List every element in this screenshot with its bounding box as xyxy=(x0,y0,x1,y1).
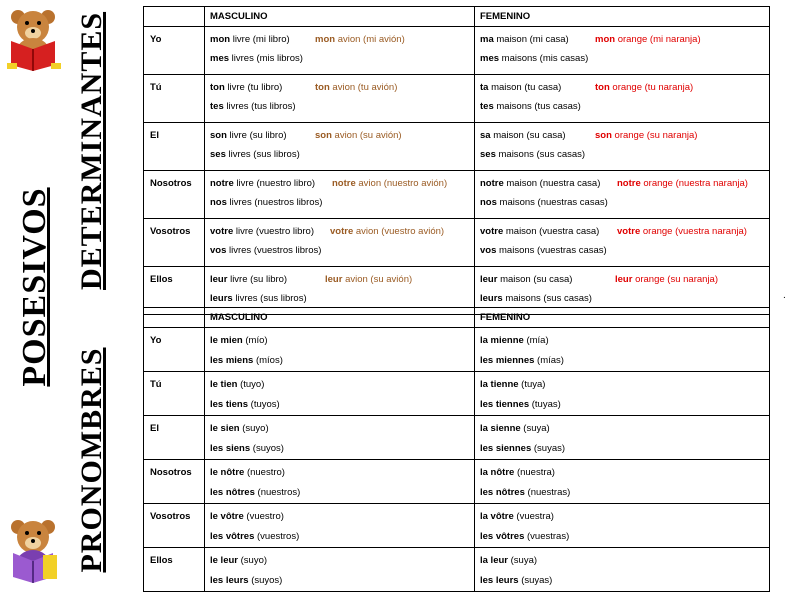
text-fragment: (nuestra) xyxy=(514,467,555,478)
text-fragment: leur xyxy=(210,274,228,285)
femenino-cell xyxy=(475,328,770,372)
text-fragment: le sien xyxy=(210,423,240,434)
text-fragment: (nuestro) xyxy=(244,467,285,478)
text-fragment: ton xyxy=(595,82,610,93)
singular-line xyxy=(210,126,474,145)
table-header-row xyxy=(144,7,770,27)
text-fragment: maisons (sus casas) xyxy=(495,149,586,160)
table-row xyxy=(144,171,770,219)
text-fragment: livres (nuestros libros) xyxy=(226,197,323,208)
text-fragment: (vuestros) xyxy=(254,531,300,542)
bear-reading-icon xyxy=(3,5,65,73)
femenino-cell xyxy=(475,27,770,75)
singular-line xyxy=(210,30,474,49)
text-fragment: la tienne xyxy=(480,379,519,390)
extra-example xyxy=(595,78,693,97)
text-fragment: les siens xyxy=(210,443,251,454)
text-fragment: (suyo) xyxy=(238,555,268,566)
masculino-cell xyxy=(205,460,475,504)
text-fragment: les tiennes xyxy=(480,399,530,410)
extra-example xyxy=(595,126,697,145)
pronoun-cell: Yo xyxy=(144,27,205,75)
text-fragment: la vôtre xyxy=(480,511,514,522)
text-fragment: livres (sus libros) xyxy=(225,149,300,160)
header-femenino: FEMENINO xyxy=(475,308,770,328)
pronoun-cell: El xyxy=(144,416,205,460)
text-fragment: le mien xyxy=(210,335,243,346)
singular-line xyxy=(480,126,769,145)
header-masculino: MASCULINO xyxy=(205,7,475,27)
text-fragment: avion (su avión) xyxy=(342,274,413,285)
pronombres-table xyxy=(143,307,770,592)
text-fragment: orange (su naranja) xyxy=(632,274,718,285)
singular-line xyxy=(480,550,769,571)
femenino-cell xyxy=(475,171,770,219)
text-fragment: livre (nuestro libro) xyxy=(233,178,316,189)
text-fragment: leurs xyxy=(480,293,503,304)
singular-line xyxy=(210,374,474,395)
femenino-cell xyxy=(475,372,770,416)
pronoun-cell: Tú xyxy=(144,372,205,416)
text-fragment: livre (tu libro) xyxy=(224,82,283,93)
plural-line xyxy=(210,571,474,591)
pronoun-cell: Vosotros xyxy=(144,504,205,548)
singular-line xyxy=(210,270,474,289)
text-fragment: mon xyxy=(210,34,231,45)
text-fragment: les nôtres xyxy=(480,487,525,498)
text-fragment: avion (mi avión) xyxy=(335,34,405,45)
extra-example xyxy=(315,30,405,49)
text-fragment: les vôtres xyxy=(480,531,525,542)
text-fragment: maison (vuestra casa) xyxy=(503,226,600,237)
text-fragment: (mías) xyxy=(534,355,564,366)
text-fragment: (tuyos) xyxy=(248,399,280,410)
text-fragment: les tiens xyxy=(210,399,249,410)
plural-line xyxy=(210,241,474,260)
text-fragment: maison (nuestra casa) xyxy=(503,178,601,189)
text-fragment: maisons (tus casas) xyxy=(493,101,581,112)
femenino-cell xyxy=(475,504,770,548)
text-fragment: livres (tus libros) xyxy=(223,101,296,112)
femenino-cell xyxy=(475,75,770,123)
text-fragment: livre (su libro) xyxy=(227,274,288,285)
header-femenino: FEMENINO xyxy=(475,7,770,27)
text-fragment: livres (mis libros) xyxy=(229,53,303,64)
text-fragment: le tien xyxy=(210,379,238,390)
table-row xyxy=(144,123,770,171)
text-fragment: les siennes xyxy=(480,443,532,454)
text-fragment: notre xyxy=(617,178,641,189)
text-fragment: (suya) xyxy=(508,555,538,566)
text-fragment: la mienne xyxy=(480,335,524,346)
text-fragment: tes xyxy=(210,101,224,112)
extra-example xyxy=(330,222,444,241)
text-fragment: sa xyxy=(480,130,491,141)
plural-line xyxy=(210,193,474,212)
text-fragment: le nôtre xyxy=(210,467,245,478)
pronoun-cell: Vosotros xyxy=(144,219,205,267)
singular-line xyxy=(210,418,474,439)
masculino-cell xyxy=(205,123,475,171)
plural-line xyxy=(480,395,769,415)
femenino-cell xyxy=(475,460,770,504)
text-fragment: les vôtres xyxy=(210,531,255,542)
text-fragment: (suyos) xyxy=(250,443,284,454)
title-posesivos: POSESIVOS xyxy=(16,187,53,387)
text-fragment: mon xyxy=(315,34,336,45)
singular-line xyxy=(480,374,769,395)
text-fragment: son xyxy=(595,130,612,141)
plural-line xyxy=(480,439,769,459)
text-fragment: livres (vuestros libros) xyxy=(226,245,322,256)
text-fragment: maisons (vuestras casas) xyxy=(496,245,607,256)
singular-line xyxy=(480,330,769,351)
text-fragment: maison (tu casa) xyxy=(488,82,562,93)
text-fragment: ton xyxy=(210,82,225,93)
text-fragment: le leur xyxy=(210,555,238,566)
text-fragment: maisons (sus casas) xyxy=(502,293,592,304)
text-fragment: (tuya) xyxy=(518,379,546,390)
plural-line xyxy=(210,527,474,547)
table-row xyxy=(144,219,770,267)
text-fragment: notre xyxy=(210,178,234,189)
pronoun-cell: Nosotros xyxy=(144,460,205,504)
text-fragment: (mío) xyxy=(242,335,268,346)
pronoun-cell: Ellos xyxy=(144,548,205,592)
masculino-cell xyxy=(205,75,475,123)
text-fragment: notre xyxy=(480,178,504,189)
text-fragment: ton xyxy=(315,82,330,93)
text-fragment: les leurs xyxy=(210,575,249,586)
header-masculino: MASCULINO xyxy=(205,308,475,328)
singular-line xyxy=(210,174,474,193)
text-fragment: mes xyxy=(210,53,230,64)
extra-example xyxy=(315,78,397,97)
determinantes-table xyxy=(143,6,770,315)
singular-line xyxy=(210,78,474,97)
header-empty-cell xyxy=(144,308,205,328)
singular-line xyxy=(480,174,769,193)
masculino-cell xyxy=(205,328,475,372)
pronoun-cell: Yo xyxy=(144,328,205,372)
femenino-cell xyxy=(475,548,770,592)
plural-line xyxy=(480,483,769,503)
plural-line xyxy=(480,193,769,212)
table-row xyxy=(144,416,770,460)
text-fragment: maisons (nuestras casas) xyxy=(496,197,608,208)
text-fragment: orange (nuestra naranja) xyxy=(640,178,748,189)
table-row xyxy=(144,75,770,123)
text-fragment: (vuestra) xyxy=(513,511,554,522)
text-fragment: (vuestro) xyxy=(243,511,284,522)
text-fragment: leurs xyxy=(210,293,233,304)
text-fragment: la sienne xyxy=(480,423,521,434)
text-fragment: maisons (mis casas) xyxy=(499,53,589,64)
title-determinantes: DETERMINANTES xyxy=(75,11,108,290)
header-empty-cell xyxy=(144,7,205,27)
text-fragment: nos xyxy=(480,197,497,208)
trailing-mark: . xyxy=(783,290,786,301)
text-fragment: avion (tu avión) xyxy=(329,82,398,93)
plural-line xyxy=(480,527,769,547)
text-fragment: les leurs xyxy=(480,575,519,586)
title-pronombres: PRONOMBRES xyxy=(75,347,108,573)
masculino-cell xyxy=(205,548,475,592)
text-fragment: livres (sus libros) xyxy=(232,293,307,304)
pronoun-cell: Nosotros xyxy=(144,171,205,219)
pronoun-cell: Tú xyxy=(144,75,205,123)
singular-line xyxy=(480,30,769,49)
singular-line xyxy=(210,550,474,571)
plural-line xyxy=(210,145,474,164)
text-fragment: avion (su avión) xyxy=(331,130,402,141)
table-row xyxy=(144,548,770,592)
plural-line xyxy=(480,97,769,116)
plural-line xyxy=(210,289,474,308)
extra-example xyxy=(595,30,701,49)
bear-reading-icon xyxy=(3,515,65,585)
masculino-cell xyxy=(205,504,475,548)
text-fragment: (suyos) xyxy=(248,575,283,586)
plural-line xyxy=(480,351,769,371)
text-fragment: (tuyas) xyxy=(529,399,561,410)
text-fragment: (tuyo) xyxy=(237,379,265,390)
plural-line xyxy=(480,571,769,591)
table-row xyxy=(144,328,770,372)
pronoun-cell: El xyxy=(144,123,205,171)
text-fragment: (nuestros) xyxy=(254,487,301,498)
text-fragment: mes xyxy=(480,53,500,64)
plural-line xyxy=(480,241,769,260)
femenino-cell xyxy=(475,219,770,267)
table-row xyxy=(144,504,770,548)
masculino-cell xyxy=(205,372,475,416)
text-fragment: ta xyxy=(480,82,489,93)
text-fragment: les miens xyxy=(210,355,254,366)
singular-line xyxy=(210,330,474,351)
singular-line xyxy=(480,506,769,527)
text-fragment: son xyxy=(315,130,332,141)
singular-line xyxy=(480,78,769,97)
text-fragment: (vuestras) xyxy=(524,531,570,542)
table-row xyxy=(144,372,770,416)
masculino-cell xyxy=(205,27,475,75)
table-row xyxy=(144,460,770,504)
singular-line xyxy=(480,418,769,439)
text-fragment: livre (mi libro) xyxy=(230,34,290,45)
text-fragment: orange (tu naranja) xyxy=(609,82,694,93)
text-fragment: leur xyxy=(615,274,633,285)
plural-line xyxy=(480,145,769,164)
table-row xyxy=(144,27,770,75)
text-fragment: (míos) xyxy=(253,355,283,366)
singular-line xyxy=(480,222,769,241)
text-fragment: (suyas) xyxy=(531,443,566,454)
femenino-cell xyxy=(475,123,770,171)
text-fragment: orange (mi naranja) xyxy=(615,34,701,45)
plural-line xyxy=(210,483,474,503)
text-fragment: les nôtres xyxy=(210,487,255,498)
text-fragment: orange (vuestra naranja) xyxy=(640,226,747,237)
determinantes-body xyxy=(144,27,770,315)
singular-line xyxy=(210,222,474,241)
text-fragment: le vôtre xyxy=(210,511,244,522)
text-fragment: la leur xyxy=(480,555,508,566)
text-fragment: (mía) xyxy=(523,335,549,346)
text-fragment: maison (mi casa) xyxy=(493,34,569,45)
text-fragment: tes xyxy=(480,101,494,112)
table-header-row xyxy=(144,308,770,328)
text-fragment: (suyas) xyxy=(518,575,553,586)
text-fragment: notre xyxy=(332,178,356,189)
text-fragment: avion (nuestro avión) xyxy=(355,178,448,189)
plural-line xyxy=(210,97,474,116)
text-fragment: livre (su libro) xyxy=(226,130,287,141)
singular-line xyxy=(210,506,474,527)
extra-example xyxy=(615,270,718,289)
text-fragment: orange (su naranja) xyxy=(611,130,698,141)
text-fragment: leur xyxy=(325,274,343,285)
singular-line xyxy=(210,462,474,483)
extra-example xyxy=(332,174,447,193)
plural-line xyxy=(210,439,474,459)
text-fragment: maison (su casa) xyxy=(497,274,573,285)
text-fragment: votre xyxy=(210,226,234,237)
masculino-cell xyxy=(205,416,475,460)
plural-line xyxy=(480,49,769,68)
pronombres-body xyxy=(144,328,770,592)
text-fragment: leur xyxy=(480,274,498,285)
text-fragment: mon xyxy=(595,34,616,45)
plural-line xyxy=(210,49,474,68)
text-fragment: vos xyxy=(480,245,497,256)
extra-example xyxy=(617,174,748,193)
text-fragment: (suya) xyxy=(520,423,550,434)
text-fragment: ma xyxy=(480,34,494,45)
text-fragment: livre (vuestro libro) xyxy=(233,226,315,237)
singular-line xyxy=(480,462,769,483)
extra-example xyxy=(325,270,412,289)
text-fragment: nos xyxy=(210,197,227,208)
masculino-cell xyxy=(205,219,475,267)
text-fragment: ses xyxy=(210,149,226,160)
text-fragment: maison (su casa) xyxy=(490,130,566,141)
plural-line xyxy=(480,289,769,308)
femenino-cell xyxy=(475,416,770,460)
extra-example xyxy=(617,222,747,241)
text-fragment: la nôtre xyxy=(480,467,515,478)
plural-line xyxy=(210,395,474,415)
extra-example xyxy=(315,126,402,145)
text-fragment: votre xyxy=(330,226,354,237)
text-fragment: votre xyxy=(617,226,641,237)
text-fragment: ses xyxy=(480,149,496,160)
text-fragment: les miennes xyxy=(480,355,535,366)
plural-line xyxy=(210,351,474,371)
text-fragment: vos xyxy=(210,245,227,256)
pronoun-cell: Ellos xyxy=(144,267,205,315)
singular-line xyxy=(480,270,769,289)
masculino-cell xyxy=(205,171,475,219)
text-fragment: son xyxy=(210,130,227,141)
text-fragment: (suyo) xyxy=(239,423,269,434)
text-fragment: (nuestras) xyxy=(524,487,571,498)
text-fragment: avion (vuestro avión) xyxy=(353,226,445,237)
text-fragment: votre xyxy=(480,226,504,237)
